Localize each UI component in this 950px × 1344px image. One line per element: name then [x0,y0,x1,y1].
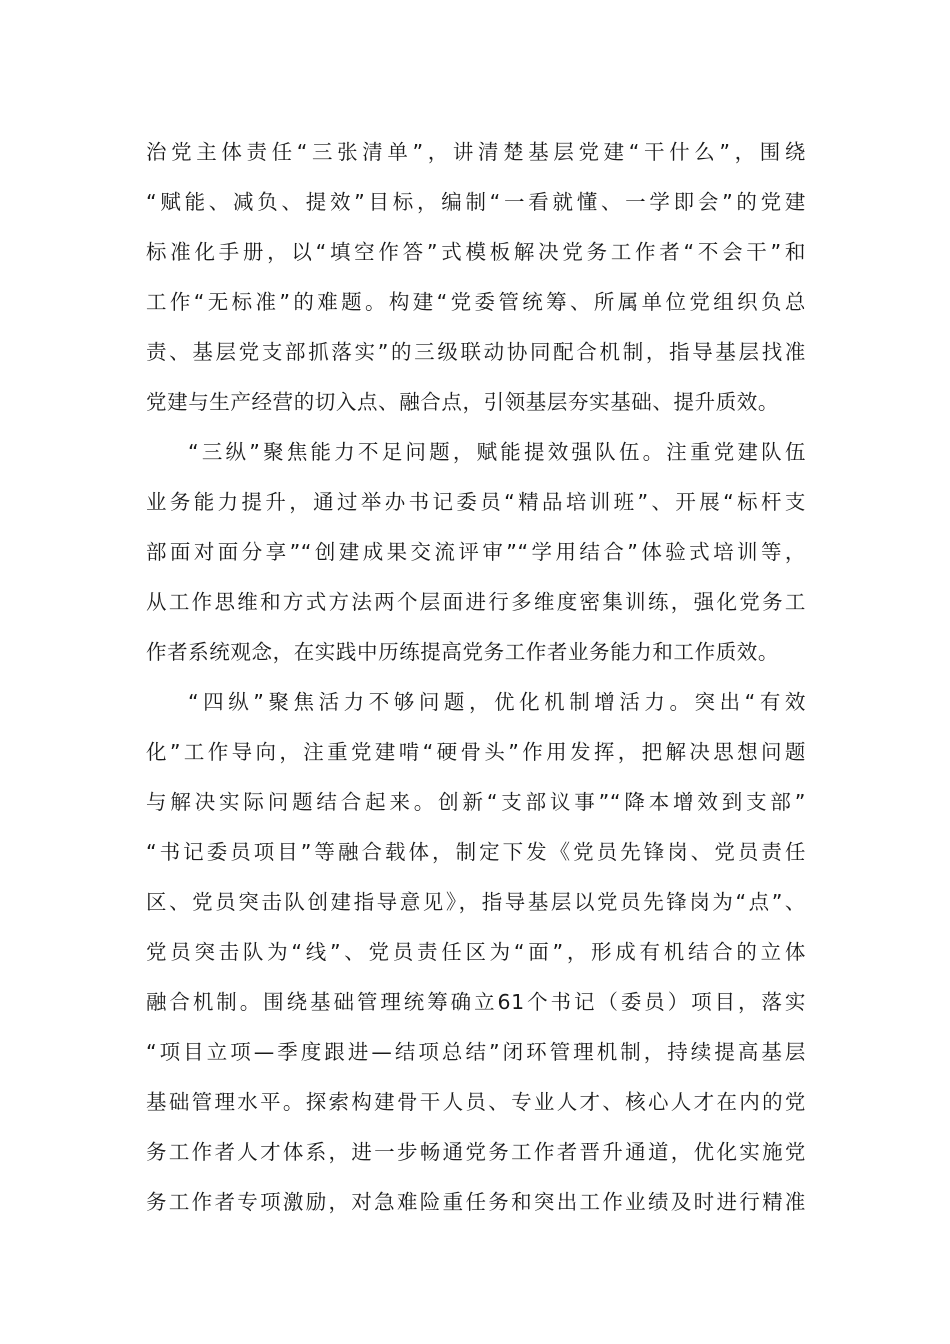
text-line: “书记委员项目”等融合载体，制定下发《党员先锋岗、党员责任 [146,840,806,864]
text-line: 基础管理水平。探索构建骨干人员、专业人才、核心人才在内的党 [146,1090,806,1114]
paragraph-start-line: “四纵”聚焦活力不够问题，优化机制增活力。突出“有效 [188,690,806,714]
text-line: 从工作思维和方式方法两个层面进行多维度密集训练，强化党务工 [146,590,806,614]
text-line: 区、党员突击队创建指导意见》，指导基层以党员先锋岗为“点”、 [146,890,806,914]
text-line: 责、基层党支部抓落实”的三级联动协同配合机制，指导基层找准 [146,340,806,364]
text-line: 务工作者人才体系，进一步畅通党务工作者晋升通道，优化实施党 [146,1140,806,1164]
text-line: 与解决实际问题结合起来。创新“支部议事”“降本增效到支部” [146,790,806,814]
text-line: 融合机制。围绕基础管理统筹确立61个书记（委员）项目，落实 [146,990,806,1014]
text-line: 标准化手册，以“填空作答”式模板解决党务工作者“不会干”和 [146,240,806,264]
text-line: 务工作者专项激励，对急难险重任务和突出工作业绩及时进行精准 [146,1190,806,1214]
text-line: 作者系统观念，在实践中历练提高党务工作者业务能力和工作质效。 [146,640,779,664]
text-line: 业务能力提升，通过举办书记委员“精品培训班”、开展“标杆支 [146,490,806,514]
text-line: 化”工作导向，注重党建啃“硬骨头”作用发挥，把解决思想问题 [146,740,806,764]
text-line: 部面对面分享”“创建成果交流评审”“学用结合”体验式培训等， [146,540,806,564]
text-line: “赋能、减负、提效”目标，编制“一看就懂、一学即会”的党建 [146,190,806,214]
paragraph-start-line: “三纵”聚焦能力不足问题，赋能提效强队伍。注重党建队伍 [188,440,806,464]
text-line: 治党主体责任“三张清单”，讲清楚基层党建“干什么”，围绕 [146,140,806,164]
text-line: 党建与生产经营的切入点、融合点，引领基层夯实基础、提升质效。 [146,390,779,414]
text-line: “项目立项—季度跟进—结项总结”闭环管理机制，持续提高基层 [146,1040,806,1064]
text-line: 党员突击队为“线”、党员责任区为“面”，形成有机结合的立体 [146,940,806,964]
text-line: 工作“无标准”的难题。构建“党委管统筹、所属单位党组织负总 [146,290,806,314]
